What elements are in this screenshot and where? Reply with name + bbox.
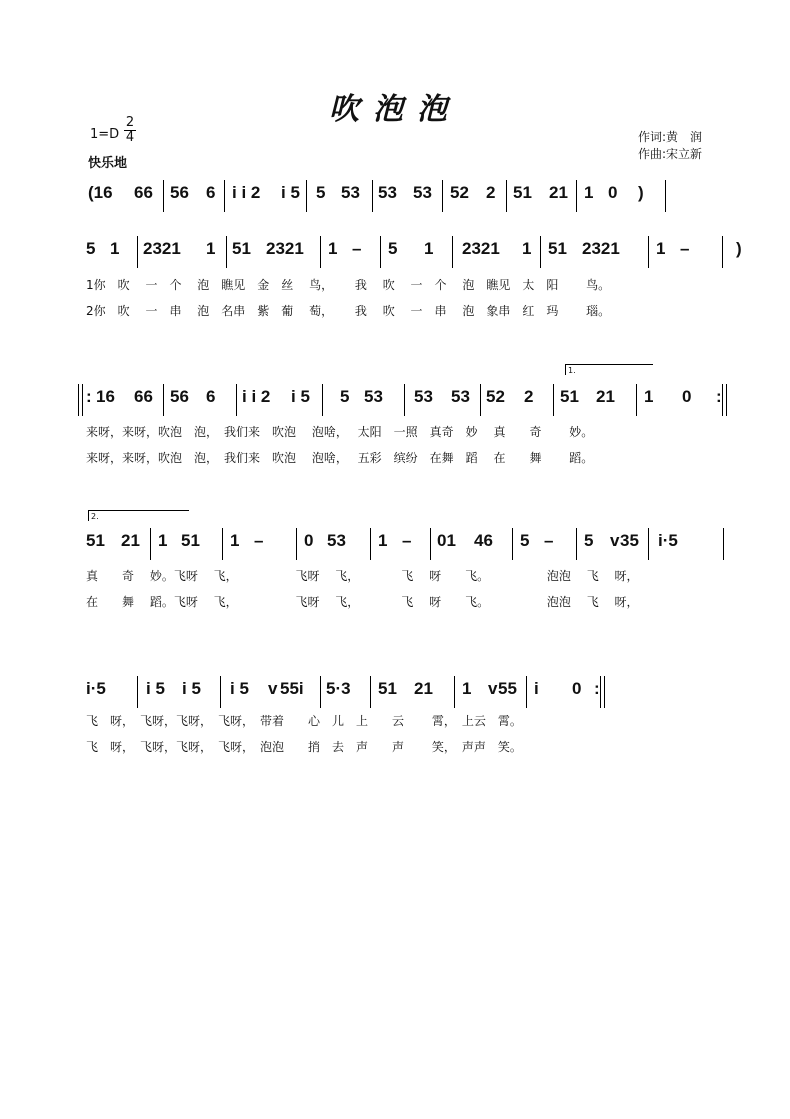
- note-group: 1: [328, 239, 338, 258]
- bar-line: [576, 528, 577, 560]
- lyric-row: 来呀，来呀，吹泡 泡， 我们来 吹泡 泡啥， 太阳 一照 真奇 妙 真 奇 妙。: [86, 425, 594, 439]
- bar-line: [163, 180, 164, 212]
- bar-line: [723, 528, 724, 560]
- volta-1: 1.: [565, 364, 653, 375]
- note-group: 66: [134, 387, 153, 406]
- note-group: 53: [341, 183, 360, 202]
- note-group: 0: [572, 679, 582, 698]
- note-group: 2321: [143, 239, 181, 258]
- bar-line: [648, 236, 649, 268]
- note-group: 52: [450, 183, 469, 202]
- time-signature: [124, 116, 136, 145]
- note-group: 1: [462, 679, 472, 698]
- note-group: 6: [206, 387, 216, 406]
- note-group: i·5: [86, 679, 106, 698]
- note-group: –: [402, 531, 412, 550]
- bar-line: [506, 180, 507, 212]
- note-group: 53: [451, 387, 470, 406]
- note-group: 1: [522, 239, 532, 258]
- note-group: (16: [88, 183, 113, 202]
- note-group: i i 2: [232, 183, 261, 202]
- note-group: 51: [181, 531, 200, 550]
- time-sig-top: 2: [125, 115, 135, 130]
- note-group: 1: [230, 531, 240, 550]
- note-group: 56: [170, 183, 189, 202]
- bar-line: [296, 528, 297, 560]
- bar-line: [322, 384, 323, 416]
- note-group: 21: [121, 531, 140, 550]
- bar-line: [576, 180, 577, 212]
- note-group: 5: [316, 183, 326, 202]
- note-group: 53: [414, 387, 433, 406]
- staff-line: [0, 238, 790, 268]
- note-group: 46: [474, 531, 493, 550]
- note-group: 55i: [280, 679, 304, 698]
- bar-line: [372, 180, 373, 212]
- note-group: 0: [304, 531, 314, 550]
- note-group: 52: [486, 387, 505, 406]
- lyric-row: 真 奇 妙。飞呀 飞， 飞呀 飞， 飞 呀 飞。 泡泡 飞 呀，: [86, 569, 639, 583]
- note-group: i 5: [230, 679, 249, 698]
- lyric-row: 飞 呀， 飞呀，飞呀， 飞呀， 带着 心 儿 上 云 霄， 上云 霄。: [86, 714, 522, 728]
- song-title: 吹泡泡: [329, 92, 461, 127]
- note-group: 0: [682, 387, 692, 406]
- note-group: 1: [424, 239, 434, 258]
- staff-line: [0, 386, 790, 416]
- bar-line: [150, 528, 151, 560]
- note-group: i 5: [146, 679, 165, 698]
- note-group: 5·3: [326, 679, 351, 698]
- bar-line: [600, 676, 601, 708]
- bar-line: [370, 676, 371, 708]
- note-group: 1: [206, 239, 216, 258]
- note-group: 2: [486, 183, 496, 202]
- note-group: i: [534, 679, 539, 698]
- note-group: 51: [560, 387, 579, 406]
- volta-2: 2.: [88, 510, 189, 521]
- note-group: 51: [378, 679, 397, 698]
- bar-line: [665, 180, 666, 212]
- lyric-row: 来呀，来呀，吹泡 泡， 我们来 吹泡 泡啥， 五彩 缤纷 在舞 蹈 在 舞 蹈。: [86, 451, 594, 465]
- note-group: 35: [620, 531, 639, 550]
- note-group: :: [594, 679, 600, 698]
- lyricist-credit: 作词:黄 润: [638, 130, 703, 144]
- note-group: –: [352, 239, 362, 258]
- note-group: 5: [388, 239, 398, 258]
- staff-line: [0, 678, 790, 708]
- note-group: 01: [437, 531, 456, 550]
- note-group: 2321: [462, 239, 500, 258]
- bar-line: [636, 384, 637, 416]
- bar-line: [442, 180, 443, 212]
- note-group: v: [268, 679, 278, 698]
- note-group: 51: [232, 239, 251, 258]
- bar-line: [648, 528, 649, 560]
- time-sig-bottom: 4: [125, 130, 135, 145]
- note-group: 5: [86, 239, 96, 258]
- note-group: 1: [584, 183, 594, 202]
- note-group: 1: [158, 531, 168, 550]
- note-group: 51: [513, 183, 532, 202]
- bar-line: [370, 528, 371, 560]
- note-group: 53: [413, 183, 432, 202]
- note-group: i 5: [281, 183, 300, 202]
- note-group: –: [680, 239, 690, 258]
- bar-line: [306, 180, 307, 212]
- note-group: :: [86, 387, 92, 406]
- note-group: 53: [364, 387, 383, 406]
- bar-line: [222, 528, 223, 560]
- bar-line: [320, 236, 321, 268]
- bar-line: [78, 384, 79, 416]
- bar-line: [404, 384, 405, 416]
- bar-line: [526, 676, 527, 708]
- note-group: 5: [340, 387, 350, 406]
- bar-line: [722, 236, 723, 268]
- bar-line: [380, 236, 381, 268]
- bar-line: [454, 676, 455, 708]
- bar-line: [452, 236, 453, 268]
- note-group: 1: [656, 239, 666, 258]
- bar-line: [553, 384, 554, 416]
- note-group: 1: [644, 387, 654, 406]
- note-group: –: [254, 531, 264, 550]
- note-group: 55: [498, 679, 517, 698]
- note-group: 2321: [266, 239, 304, 258]
- note-group: 66: [134, 183, 153, 202]
- bar-line: [604, 676, 605, 708]
- bar-line: [512, 528, 513, 560]
- bar-line: [224, 180, 225, 212]
- note-group: 53: [378, 183, 397, 202]
- note-group: 0: [608, 183, 618, 202]
- staff-line: [0, 182, 790, 212]
- bar-line: [82, 384, 83, 416]
- bar-line: [163, 384, 164, 416]
- note-group: ): [736, 239, 742, 258]
- bar-line: [540, 236, 541, 268]
- note-group: 5: [584, 531, 594, 550]
- bar-line: [430, 528, 431, 560]
- note-group: 21: [549, 183, 568, 202]
- note-group: 21: [414, 679, 433, 698]
- lyric-row: 飞 呀， 飞呀，飞呀， 飞呀， 泡泡 捎 去 声 声 笑， 声声 笑。: [86, 740, 522, 754]
- note-group: 53: [327, 531, 346, 550]
- note-group: 51: [86, 531, 105, 550]
- note-group: 56: [170, 387, 189, 406]
- bar-line: [226, 236, 227, 268]
- bar-line: [220, 676, 221, 708]
- note-group: ): [638, 183, 644, 202]
- note-group: 16: [96, 387, 115, 406]
- staff-line: [0, 530, 790, 560]
- composer-credit: 作曲:宋立新: [638, 147, 703, 161]
- note-group: –: [544, 531, 554, 550]
- lyric-row: 1你 吹 一 个 泡 瞧见 金 丝 鸟， 我 吹 一 个 泡 瞧见 太 阳 鸟。: [86, 278, 611, 292]
- note-group: v: [610, 531, 620, 550]
- note-group: 6: [206, 183, 216, 202]
- lyric-row: 2你 吹 一 串 泡 名串 紫 葡 萄， 我 吹 一 串 泡 象串 红 玛 瑙。: [86, 304, 611, 318]
- note-group: 51: [548, 239, 567, 258]
- bar-line: [480, 384, 481, 416]
- bar-line: [137, 676, 138, 708]
- key-signature: 1=D: [90, 127, 120, 142]
- bar-line: [236, 384, 237, 416]
- note-group: :: [716, 387, 722, 406]
- lyric-row: 在 舞 蹈。飞呀 飞， 飞呀 飞， 飞 呀 飞。 泡泡 飞 呀，: [86, 595, 639, 609]
- note-group: i 5: [182, 679, 201, 698]
- note-group: 1: [378, 531, 388, 550]
- note-group: 2321: [582, 239, 620, 258]
- note-group: 21: [596, 387, 615, 406]
- bar-line: [722, 384, 723, 416]
- note-group: i i 2: [242, 387, 271, 406]
- note-group: i 5: [291, 387, 310, 406]
- note-group: v: [488, 679, 498, 698]
- bar-line: [320, 676, 321, 708]
- bar-line: [137, 236, 138, 268]
- bar-line: [726, 384, 727, 416]
- tempo-marking: 快乐地: [88, 156, 128, 171]
- note-group: i·5: [658, 531, 678, 550]
- note-group: 1: [110, 239, 120, 258]
- note-group: 5: [520, 531, 530, 550]
- note-group: 2: [524, 387, 534, 406]
